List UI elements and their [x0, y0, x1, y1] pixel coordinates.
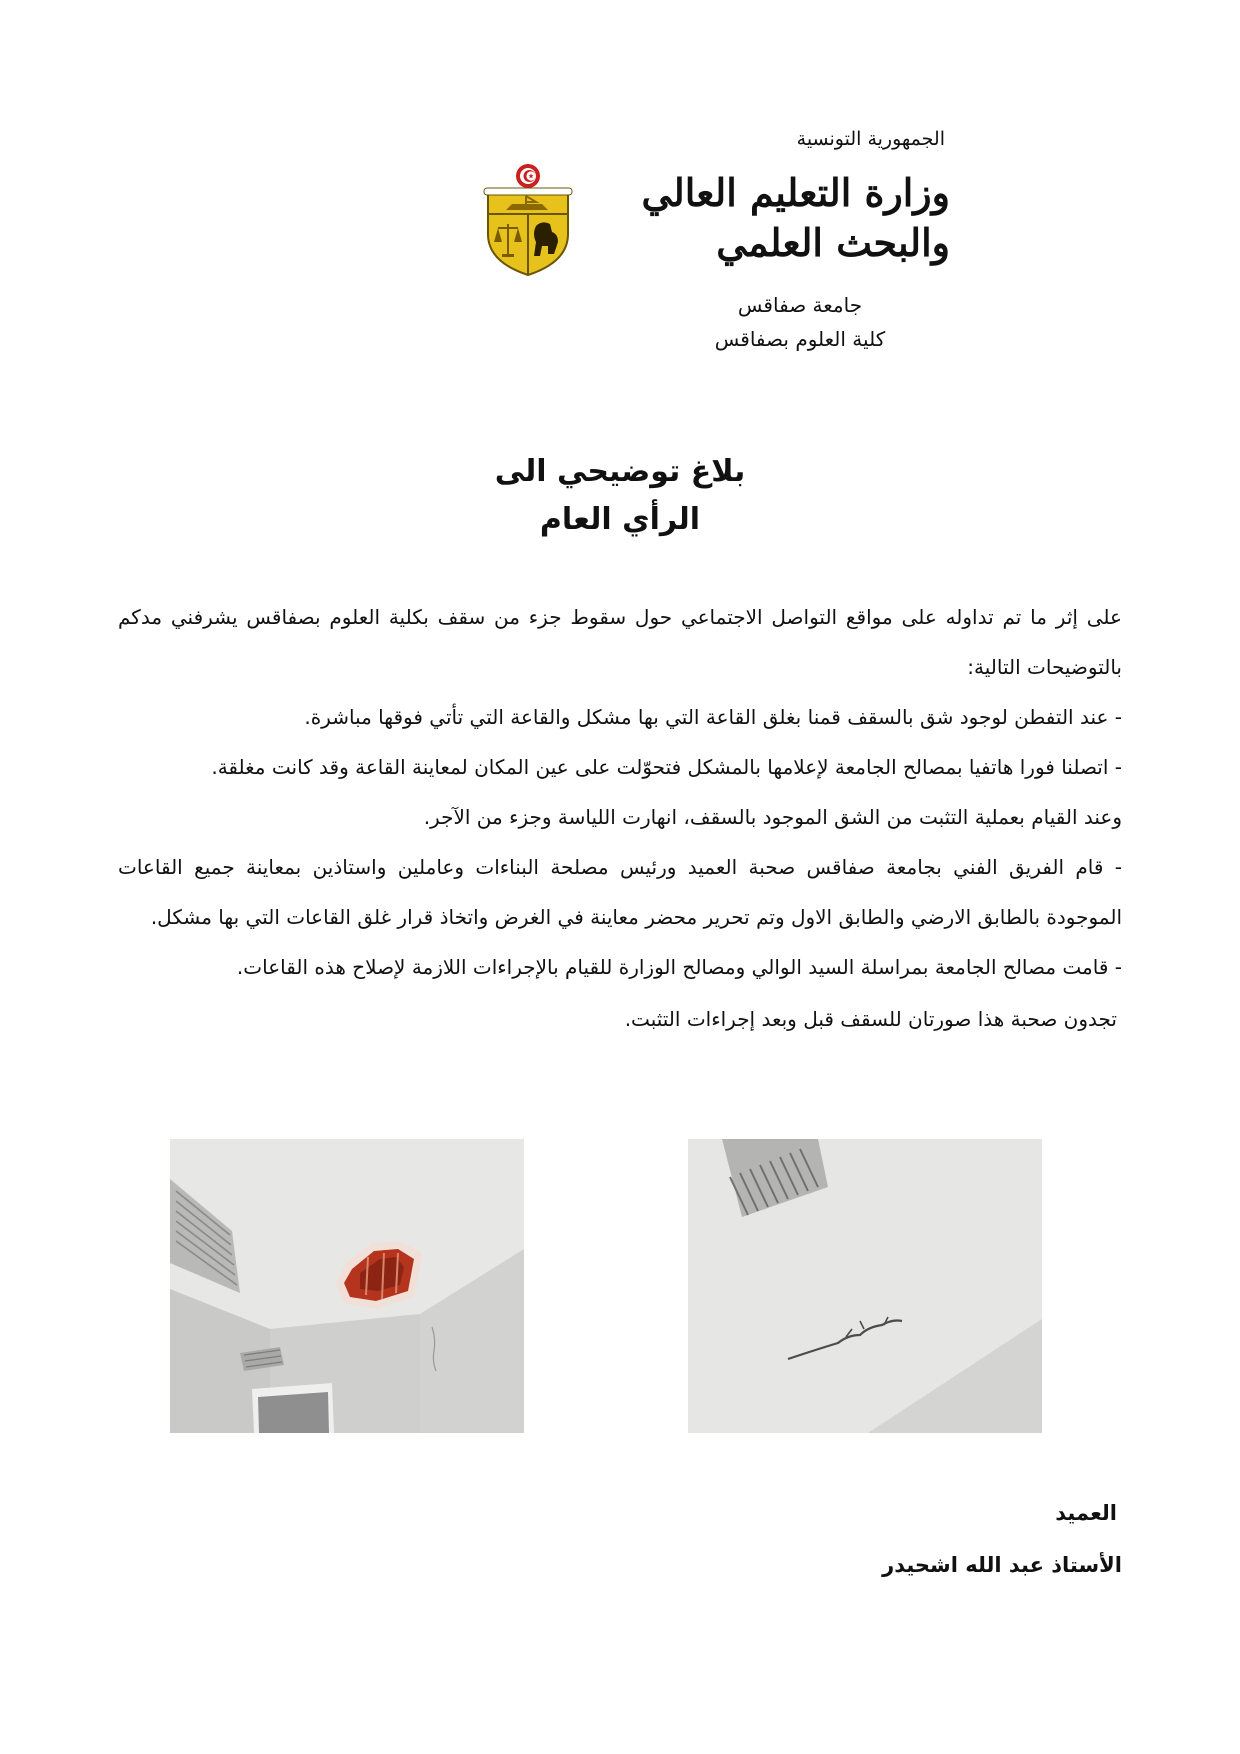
photo-ceiling-crack — [688, 1139, 1042, 1433]
signature-block — [882, 1498, 1122, 1580]
point-2-continued: وعند القيام بعملية التثبت من الشق الموجود بالسقف، انهارت اللياسة وجزء من الآجر. — [423, 805, 1122, 829]
photo-collapsed-ceiling — [170, 1139, 524, 1433]
signatory-name: الأستاذ عبد الله اشحيدر — [882, 1553, 1122, 1577]
title-line-2: الرأي العام — [539, 502, 701, 537]
signatory-role: العميد — [1055, 1501, 1117, 1525]
faculty-name: كلية العلوم بصفاقس — [714, 327, 886, 351]
republic-name: الجمهورية التونسية — [796, 128, 945, 150]
photos-caption: تجدون صحبة هذا صورتان للسقف قبل وبعد إجراءات التثبت. — [624, 1007, 1117, 1031]
ministry-line-2: والبحث العلمي — [716, 220, 950, 265]
point-3: - قام الفريق الفني بجامعة صفاقس صحبة العميد ورئيس مصلحة البناءات وعاملين واستاذين بمعاينة جميع القاعات الموجودة بالطابق الارضي والطابق الاول وتم تحرير محضر معاينة في الغرض واتخاذ قرار غلق القاعات التي بها مشكل. — [118, 855, 1122, 929]
point-1: - عند التفطن لوجود شق بالسقف قمنا بغلق القاعة التي بها مشكل والقاعة التي تأتي فوقها مباشرة. — [304, 705, 1122, 729]
point-2: - اتصلنا فورا هاتفيا بمصالح الجامعة لإعلامها بالمشكل فتحوّلت على عين المكان لمعاينة القاعة وقد كانت مغلقة. — [211, 755, 1122, 779]
announcement-body — [118, 592, 1122, 1044]
institution-block — [650, 288, 950, 356]
ministry-name — [641, 168, 950, 268]
university-name: جامعة صفاقس — [737, 293, 863, 317]
ministry-line-1: وزارة التعليم العالي — [641, 170, 950, 215]
letterhead — [641, 128, 950, 356]
intro-paragraph: على إثر ما تم تداوله على مواقع التواصل الاجتماعي حول سقوط جزء من سقف بكلية العلوم بصفاقس يشرفني مدكم بالتوضيحات التالية: — [118, 605, 1122, 679]
title-line-1: بلاغ توضيحي الى — [494, 454, 746, 489]
announcement-title — [0, 448, 1240, 544]
point-4: - قامت مصالح الجامعة بمراسلة السيد الوالي ومصالح الوزارة للقيام بالإجراءات اللازمة لإصلاح هذه القاعات. — [236, 955, 1122, 979]
tunisia-coat-of-arms-icon — [482, 162, 574, 278]
